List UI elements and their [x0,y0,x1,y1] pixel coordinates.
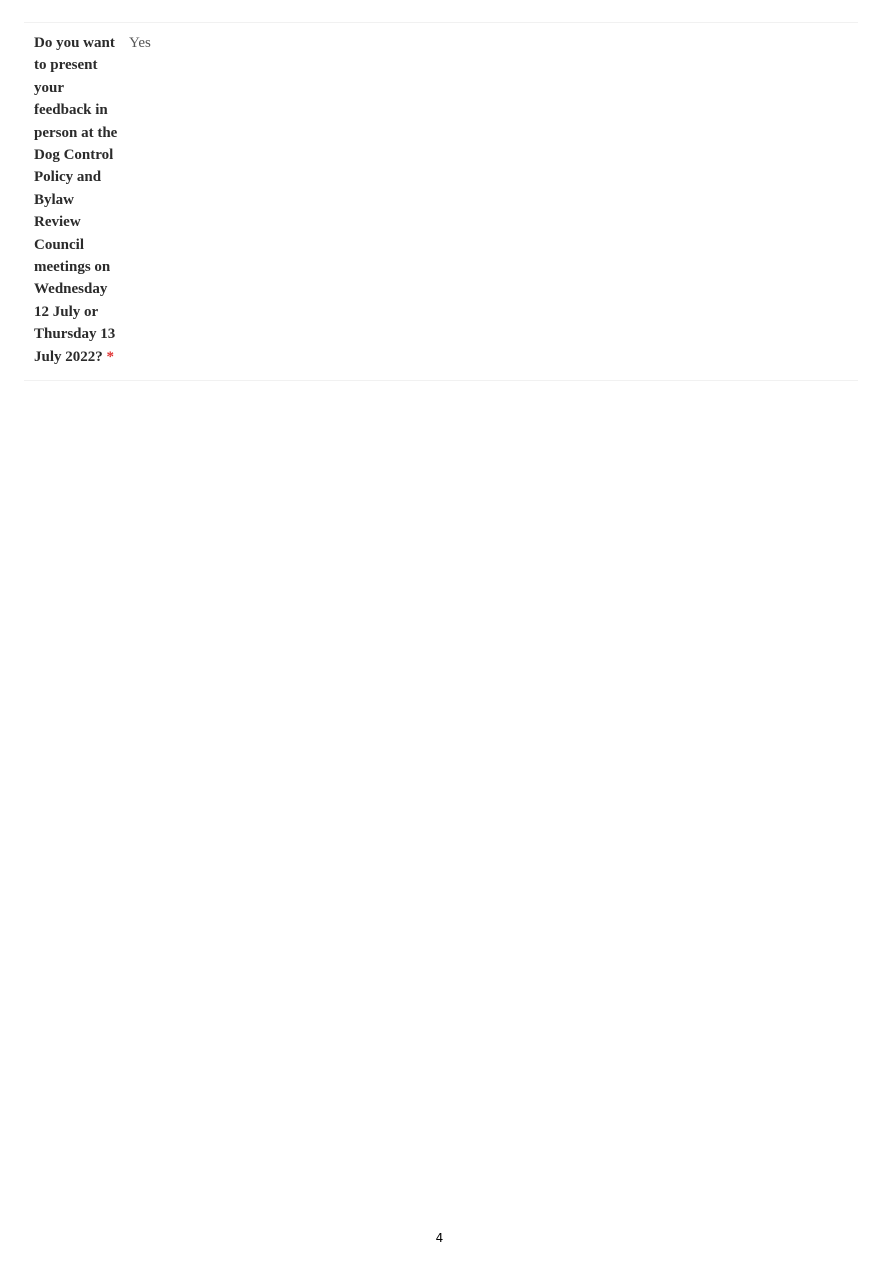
page-number: 4 [435,1231,444,1245]
required-marker: * [106,348,115,365]
form-response-table [24,22,858,381]
answer-value: Yes [129,35,151,51]
question-label [34,32,118,368]
form-row [24,23,858,380]
question-text: Do you want to present your feedback in person at the Dog Control Policy and Bylaw Review Council meetings on Wednesday 12 July or Thursday 13 July 2022? [34,35,118,365]
